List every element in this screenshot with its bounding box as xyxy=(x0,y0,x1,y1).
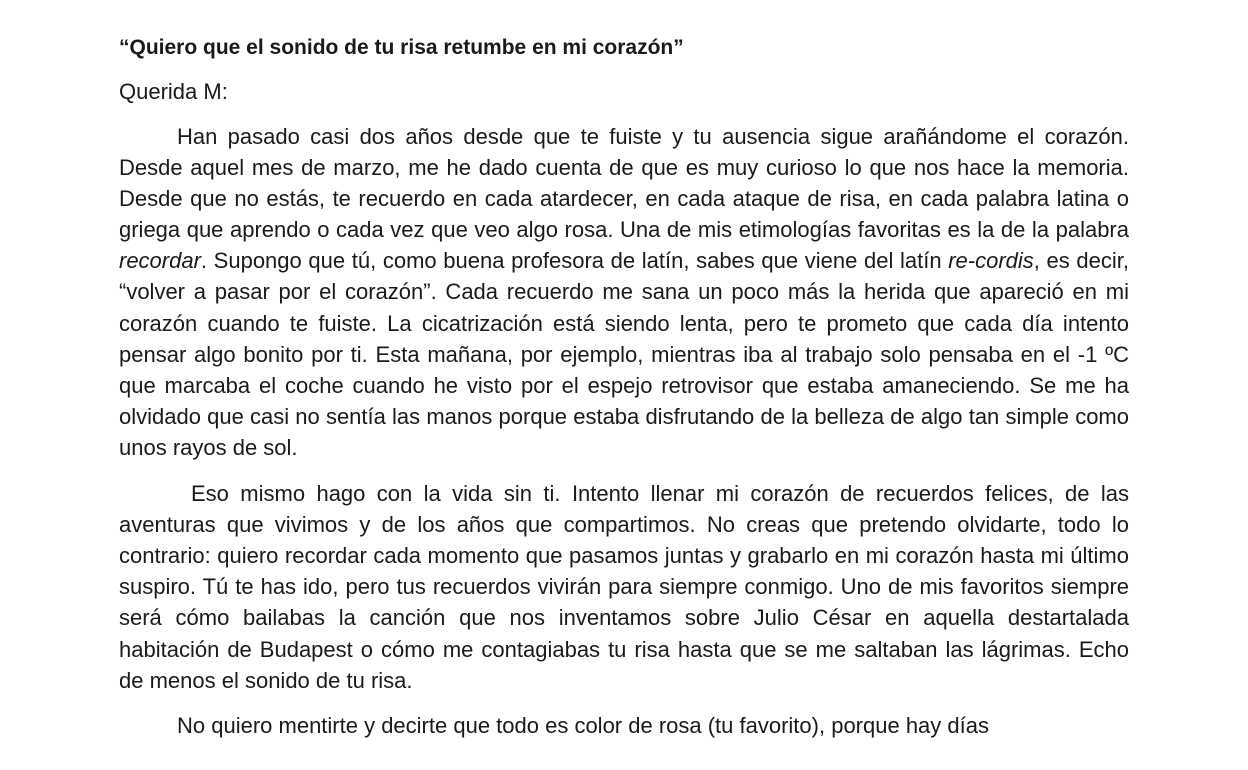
paragraph-3-partial: No quiero mentirte y decirte que todo es color de rosa (tu favorito), porque hay días xyxy=(177,712,989,738)
letter-title: “Quiero que el sonido de tu risa retumbe en mi corazón” xyxy=(119,36,684,59)
paragraph-1-text-c: , es decir, “volver a pasar por el corazón”. Cada recuerdo me sana un poco más la herida que apareció en mi corazón cuando te fuiste. La cicatrización está siendo lenta, pero te prometo que cada día intento pensar algo bonito por ti. Esta mañana, por ejemplo, mientras iba al trabajo solo pensaba en el -1 ºC que marcaba el coche cuando he visto por el espejo retrovisor que estaba amaneciendo. Se me ha olvidado que casi no sentía las manos porque estaba disfrutando de la belleza de algo tan simple como unos rayos de sol. xyxy=(119,248,1129,460)
paragraph-2: Eso mismo hago con la vida sin ti. Intento llenar mi corazón de recuerdos felices, de las aventuras que vivimos y de los años que compartimos. No creas que pretendo olvidarte, todo lo contrario: quiero recordar cada momento que pasamos juntas y grabarlo en mi corazón hasta mi último suspiro. Tú te has ido, pero tus recuerdos vivirán para siempre conmigo. Uno de mis favoritos siempre será cómo bailabas la canción que nos inventamos sobre Julio César en aquella destartalada habitación de Budapest o cómo me contagiabas tu risa hasta que se me saltaban las lágrimas. Echo de menos el sonido de tu risa. xyxy=(119,481,1129,693)
italic-word-re-cordis: re-cordis xyxy=(948,248,1034,274)
letter-salutation: Querida M: xyxy=(119,79,228,104)
paragraph-1-text-b: . Supongo que tú, como buena profesora de latín, sabes que viene del latín xyxy=(200,248,949,274)
paragraph-1-text-a: Han pasado casi dos años desde que te fuiste y tu ausencia sigue arañándome el corazón. Desde aquel mes de marzo, me he dado cuenta de que es muy curioso lo que nos hace la memoria. Desde que no estás, te recuerdo en cada atardecer, en cada ataque de risa, en cada palabra latina o griega que aprendo o cada vez que veo algo rosa. Una de mis etimologías favoritas es la de la palabra xyxy=(119,124,1129,243)
letter-page xyxy=(119,30,1129,741)
paragraph-1 xyxy=(119,121,1129,463)
italic-word-recordar: recordar xyxy=(119,248,201,274)
